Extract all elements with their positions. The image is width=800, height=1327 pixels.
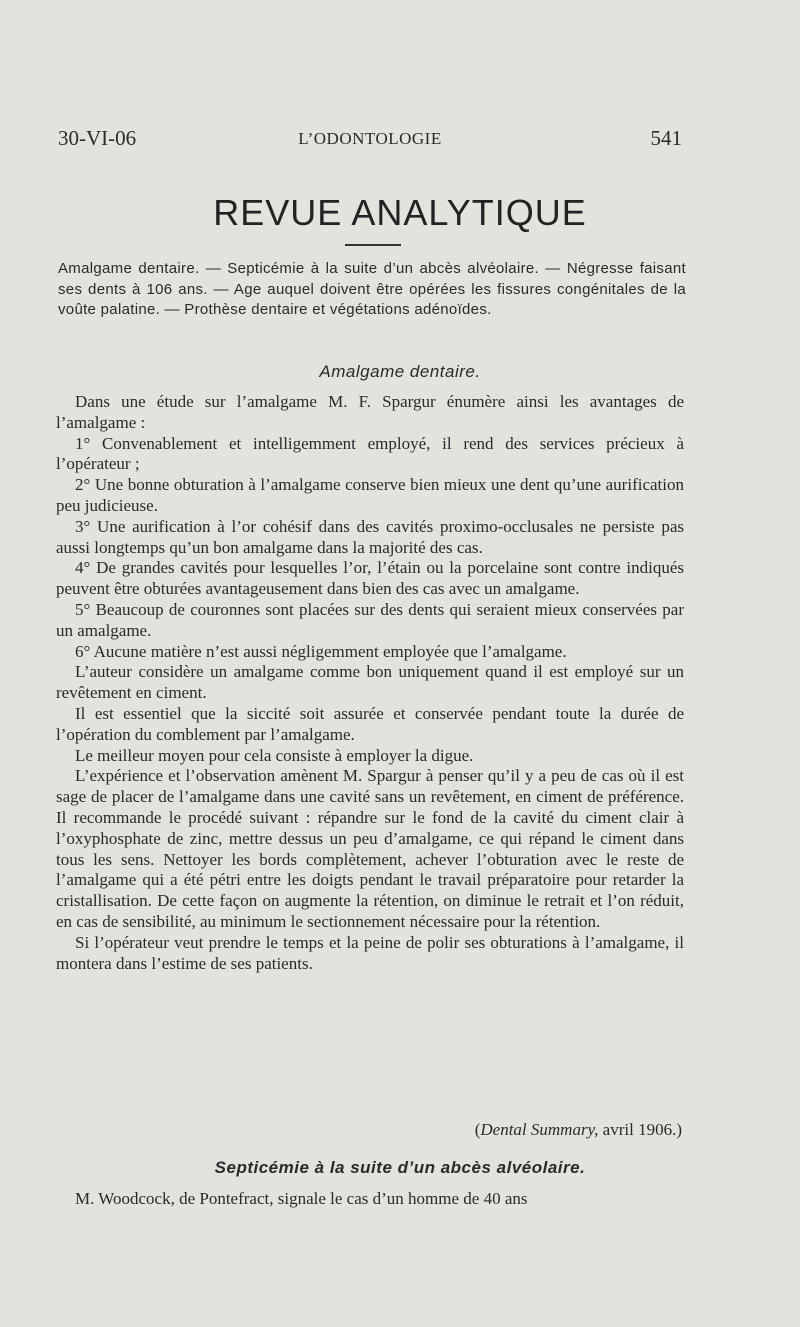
paragraph: 6° Aucune matière n’est aussi négligemment employée que l’amalgame.: [75, 641, 567, 661]
paragraph: Dans une étude sur l’amalgame M. F. Spargur énumère ainsi les avantages de l’amalgame :: [56, 392, 684, 432]
journal-name: L’ODONTOLOGIE: [298, 129, 442, 148]
section-heading-amalgame: Amalgame dentaire.: [319, 362, 481, 381]
page-number: 541: [650, 126, 682, 150]
title-divider: [345, 244, 401, 246]
section-body-amalgame: [56, 392, 684, 974]
citation-date: avril 1906.: [602, 1120, 677, 1139]
paragraph: L’auteur considère un amalgame comme bon uniquement quand il est employé sur un revêtement en ciment.: [56, 662, 684, 703]
citation: (Dental Summary, avril 1906.): [474, 1120, 682, 1139]
paragraph: M. Woodcock, de Pontefract, signale le cas d’un homme de 40 ans: [75, 1189, 528, 1208]
summary-paragraph: Amalgame dentaire. — Septicémie à la suite d’un abcès alvéolaire. — Négresse faisant ses dents à 106 ans. — Age auquel doivent être opérées les fissures congénitales de la voûte palatine. — Prothèse dentaire et végétations adénoïdes.: [58, 260, 686, 318]
paragraph: Il est essentiel que la siccité soit assurée et conservée pendant toute la durée de l’opération du comblement par l’amalgame.: [56, 703, 684, 744]
section-body-septicemie: [56, 1189, 684, 1210]
paragraph: 3° Une aurification à l’or cohésif dans des cavités proximo-occlusales ne persiste pas aussi longtemps qu’un bon amalgame dans la majorité des cas.: [56, 516, 684, 557]
paragraph: 2° Une bonne obturation à l’amalgame conserve bien mieux une dent qu’une aurification peu judicieuse.: [56, 475, 684, 515]
page-title: REVUE ANALYTIQUE: [213, 192, 587, 233]
paragraph: L’expérience et l’observation amènent M. Spargur à penser qu’il y a peu de cas où il est sage de placer de l’amalgame dans une cavité sans un revêtement, en ciment de préférence. Il recommande le procédé suivant : répandre sur le fond de la cavité du ciment clair à l’oxyphosphate de zinc, mettre dessus un peu d’amalgame, ce qui répand le ciment dans tous les sens. Nettoyer les bords complètement, achever l’obturation avec le reste de l’amalgame qui a été pétri entre les doigts pendant le travail préparatoire pour retarder la cristallisation. De cette façon on augmente la rétention, on diminue le retrait et l’on réduit, en cas de sensibilité, au minimum le sectionnement nécessaire pour la rétention.: [56, 766, 684, 931]
citation-source: Dental Summary,: [480, 1120, 599, 1139]
issue-date: 30-VI-06: [58, 126, 137, 150]
paragraph: 1° Convenablement et intelligemment employé, il rend des services précieux à l’opérateur ;: [56, 433, 684, 474]
section-heading-septicemie: Septicémie à la suite d’un abcès alvéolaire.: [214, 1158, 586, 1177]
paragraph: 4° De grandes cavités pour lesquelles l’or, l’étain ou la porcelaine sont contre indiqués peuvent être obturées avantageusement dans bien des cas avec un amalgame.: [56, 558, 684, 599]
paragraph: Si l’opérateur veut prendre le temps et la peine de polir ses obturations à l’amalgame, il montera dans l’estime de ses patients.: [56, 932, 684, 973]
paragraph: 5° Beaucoup de couronnes sont placées sur des dents qui seraient mieux conservées par un amalgame.: [56, 599, 684, 640]
running-head: [58, 126, 682, 152]
paragraph: Le meilleur moyen pour cela consiste à employer la digue.: [75, 745, 474, 765]
